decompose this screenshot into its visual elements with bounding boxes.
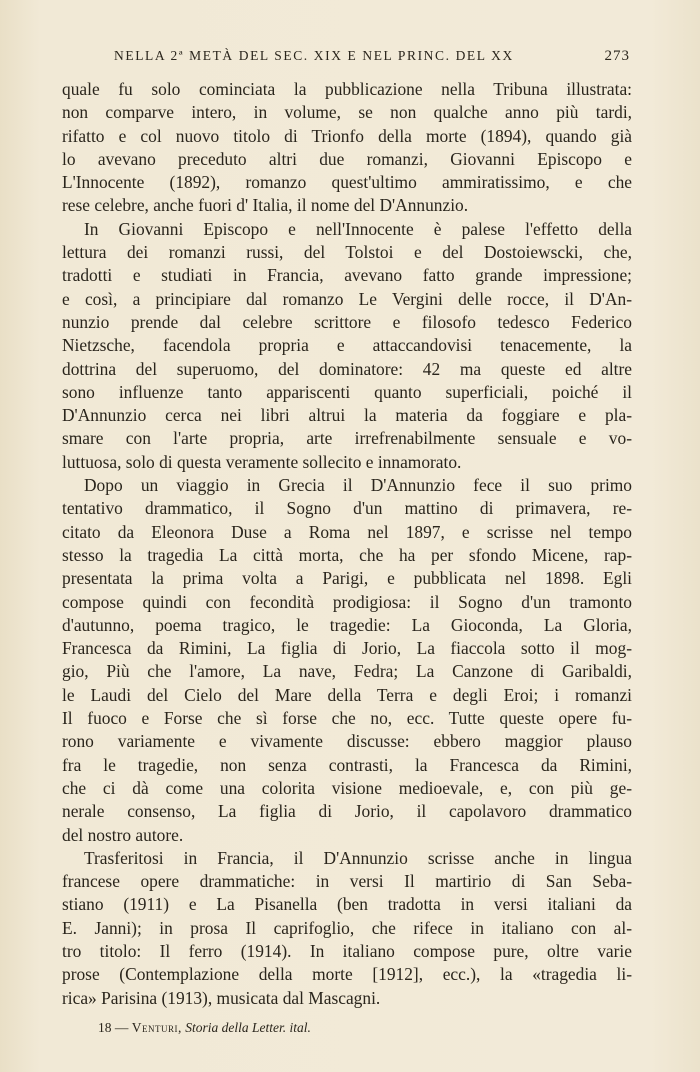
text-line: Dopo un viaggio in Grecia il D'Annunzio fece il suo primo <box>84 475 632 496</box>
text-line: Francesca da Rimini, La figlia di Jorio, La fiaccola sotto il mog- <box>62 638 632 659</box>
running-title: NELLA 2ª METÀ DEL SEC. XIX E NEL PRINC. DEL XX <box>114 48 514 63</box>
text-line: presentata la prima volta a Parigi, e pubblicata nel 1898. Egli <box>62 568 632 589</box>
text-line: E. Janni); in prosa Il caprifoglio, che rifece in italiano con al- <box>62 917 632 938</box>
text-line: rica» Parisina (1913), musicata dal Mascagni. <box>62 987 381 1008</box>
text-line: lo avevano preceduto altri due romanzi, Giovanni Episcopo e <box>62 148 632 169</box>
text-line: rese celebre, anche fuori d' Italia, il nome del D'Annunzio. <box>62 195 469 216</box>
signature-dash: — <box>114 1020 129 1035</box>
text-line: che ci dà come una colorita visione medioevale, e, con più ge- <box>62 777 632 798</box>
text-line: lettura dei romanzi russi, del Tolstoi e del Dostoiewscki, che, <box>62 242 632 263</box>
text-line: del nostro autore. <box>62 824 184 845</box>
footer-signature-line <box>98 1020 311 1036</box>
text-line: tro titolo: Il ferro (1914). In italiano compose pure, oltre varie <box>62 940 632 961</box>
running-header <box>114 48 630 65</box>
text-line: quale fu solo cominciata la pubblicazione nella Tribuna illustrata: <box>62 79 632 99</box>
page-number: 273 <box>604 48 630 64</box>
body-text <box>62 78 632 1010</box>
text-line: non comparve intero, in volume, se non qualche anno più tardi, <box>62 102 632 123</box>
text-line: gio, Più che l'amore, La nave, Fedra; La Canzone di Garibaldi, <box>62 661 632 682</box>
text-line: tradotti e studiati in Francia, avevano fatto grande impressione; <box>62 265 632 286</box>
text-line: L'Innocente (1892), romanzo quest'ultimo ammiratissimo, e che <box>62 172 632 193</box>
text-line: rono variamente e vivamente discusse: ebbero maggior plauso <box>62 731 632 752</box>
text-line: smare con l'arte propria, arte irrefrenabilmente sensuale e vo- <box>62 428 632 449</box>
text-line: stesso la tragedia La città morta, che ha per sfondo Micene, rap- <box>62 544 632 565</box>
text-line: luttuosa, solo di questa veramente sollecito e innamorato. <box>62 451 462 472</box>
text-line: In Giovanni Episcopo e nell'Innocente è palese l'effetto della <box>84 218 632 239</box>
text-line: sono influenze tanto appariscenti quanto superficiali, poiché il <box>62 381 632 402</box>
text-line: D'Annunzio cerca nei libri altrui la materia da foggiare e pla- <box>62 405 632 426</box>
footer-title: Storia della Letter. ital. <box>185 1020 311 1035</box>
text-line: fra le tragedie, non senza contrasti, la Francesca da Rimini, <box>62 754 632 775</box>
text-line: tentativo drammatico, il Sogno d'un mattino di primavera, re- <box>62 498 632 519</box>
text-line: citato da Eleonora Duse a Roma nel 1897, e scrisse nel tempo <box>62 521 632 542</box>
text-line: nerale consenso, La figlia di Jorio, il capolavoro drammatico <box>62 801 632 822</box>
text-line: dottrina del superuomo, del dominatore: 42 ma queste ed altre <box>62 358 632 379</box>
text-line: Il fuoco e Forse che sì forse che no, ecc. Tutte queste opere fu- <box>62 708 632 729</box>
text-line: le Laudi del Cielo del Mare della Terra e degli Eroi; i romanzi <box>62 684 632 705</box>
text-line: Nietzsche, facendola propria e attaccandovisi tenacemente, la <box>62 335 632 356</box>
text-line: e così, a principiare dal romanzo Le Vergini delle rocce, il D'An- <box>62 288 632 309</box>
signature-number: 18 <box>98 1020 112 1035</box>
text-line: stiano (1911) e La Pisanella (ben tradotta in versi italiani da <box>62 894 632 915</box>
footer-author: Venturi, <box>131 1020 182 1035</box>
text-line: d'autunno, poema tragico, le tragedie: La Gioconda, La Gloria, <box>62 614 632 635</box>
text-line: prose (Contemplazione della morte [1912], ecc.), la «tragedia li- <box>62 964 632 985</box>
text-line: compose quindi con fecondità prodigiosa: il Sogno d'un tramonto <box>62 591 632 612</box>
text-line: nunzio prende dal celebre scrittore e filosofo tedesco Federico <box>62 311 632 332</box>
text-line: rifatto e col nuovo titolo di Trionfo della morte (1894), quando già <box>62 125 632 146</box>
text-line: Trasferitosi in Francia, il D'Annunzio scrisse anche in lingua <box>84 847 632 868</box>
text-line: francese opere drammatiche: in versi Il martirio di San Seba- <box>62 871 632 892</box>
